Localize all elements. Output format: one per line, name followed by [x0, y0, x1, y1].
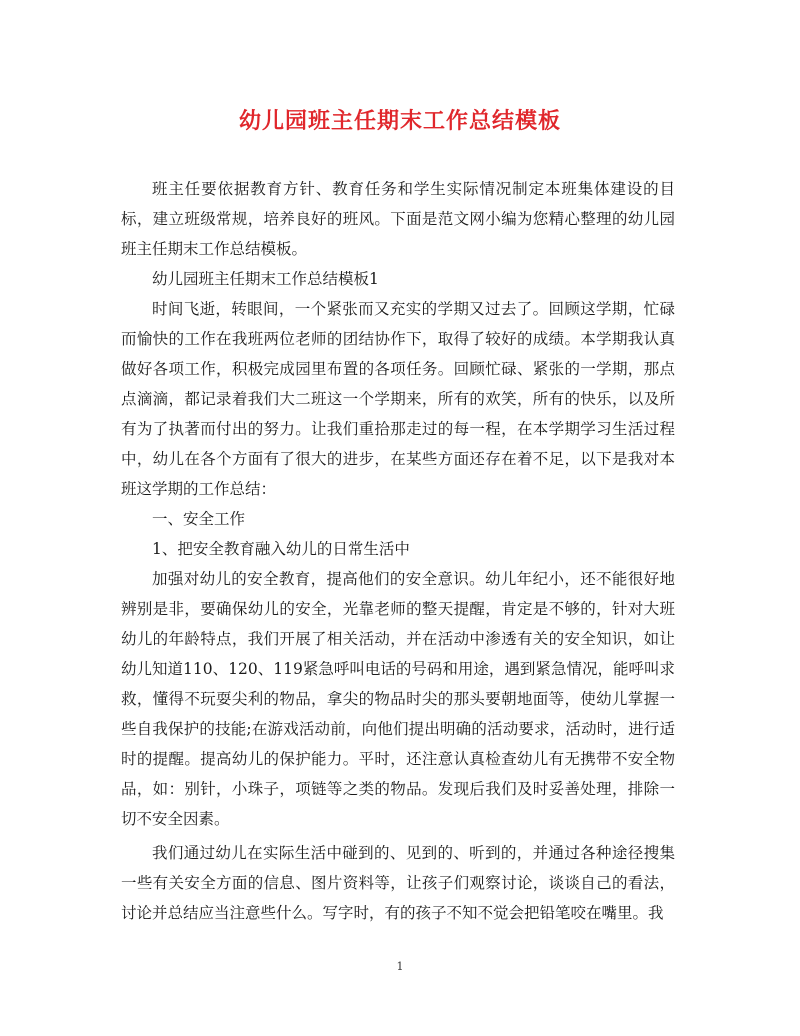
safety-paragraph: 加强对幼儿的安全教育，提高他们的安全意识。幼儿年纪小，还不能很好地辨别是非，要确保幼儿的安全，光靠老师的整天提醒，肯定是不够的，针对大班幼儿的年龄特点，我们开展了相关活动，并在活动中渗透有关的安全知识，如让幼儿知道110、120、119紧急呼叫电话的号码和用途，遇到紧急情况，能呼叫求救，懂得不玩耍尖利的物品，拿尖的物品时尖的那头要朝地面等，使幼儿掌握一些自我保护的技能;在游戏活动前，向他们提出明确的活动要求，活动时，进行适时的提醒。提高幼儿的保护能力。平时，还注意认真检查幼儿有无携带不安全物品，如：别针，小珠子，项链等之类的物品。发现后我们及时妥善处理，排除一切不安全因素。 — [121, 570, 675, 828]
template-heading: 幼儿园班主任期末工作总结模板1 — [152, 270, 379, 288]
document-title: 幼儿园班主任期末工作总结模板 — [238, 108, 561, 134]
document-body — [121, 174, 675, 928]
subsection-heading-safety-education: 1、把安全教育融入幼儿的日常生活中 — [152, 540, 410, 558]
section-heading-safety: 一、安全工作 — [152, 510, 246, 528]
page-number: 1 — [396, 960, 404, 973]
review-paragraph: 时间飞逝，转眼间，一个紧张而又充实的学期又过去了。回顾这学期，忙碌而愉快的工作在我班两位老师的团结协作下，取得了较好的成绩。本学期我认真做好各项工作，积极完成园里布置的各项任务。回顾忙碌、紧张的一学期，那点点滴滴，都记录着我们大二班这一个学期来，所有的欢笑，所有的快乐，以及所有为了执著而付出的努力。让我们重拾那走过的每一程，在本学期学习生活过程中，幼儿在各个方面有了很大的进步，在某些方面还存在着不足，以下是我对本班这学期的工作总结： — [121, 300, 675, 498]
safety-info-paragraph: 我们通过幼儿在实际生活中碰到的、见到的、听到的，并通过各种途径搜集一些有关安全方面的信息、图片资料等，让孩子们观察讨论，谈谈自己的看法，讨论并总结应当注意些什么。写字时，有的孩子不知不觉会把铅笔咬在嘴里。我 — [121, 844, 675, 922]
intro-paragraph: 班主任要依据教育方针、教育任务和学生实际情况制定本班集体建设的目标，建立班级常规，培养良好的班风。下面是范文网小编为您精心整理的幼儿园班主任期末工作总结模板。 — [121, 180, 675, 258]
